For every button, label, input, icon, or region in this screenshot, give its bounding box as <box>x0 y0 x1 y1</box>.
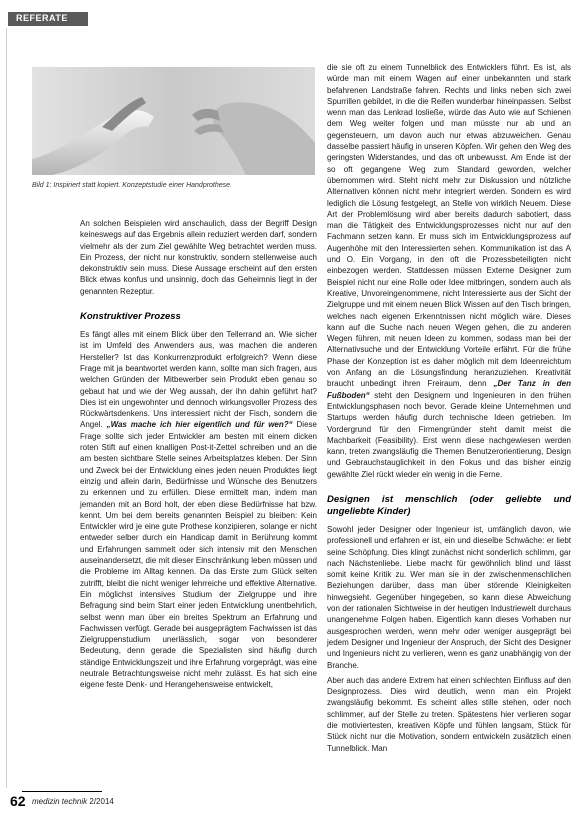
margin-rule <box>6 28 7 788</box>
right-column <box>327 62 571 758</box>
pull-quote: „Der Tanz in den Fußboden“ <box>327 379 571 400</box>
section-heading: Konstruktiver Prozess <box>80 311 181 323</box>
paragraph-text: die sie oft zu einem Tunnelblick des Entwicklers führt. Es ist, als würde man mit einem Wagen auf einer unbekannten und stark befahrenen Landstraße fahren. Rechts und links neben sich zwei Spurrillen gebildet, in die die Reifen wunderbar hineinpassen. Selbst wenn man das Lenkrad losließe, würde das Auto wie auf Schienen dem Weg weiter folgen und man müsste nur ab und an gegensteuern, um davon auch nur etwas abzuweichen. Genau dasselbe passiert häufig in unseren Köpfen. Wir gehen den Weg des geringsten Widerstandes, und das oft unbewusst. Am Ende ist der so oft gegangene Weg zum Standard geworden, welcher übernommen wird. Steht nicht mehr zur Diskussion und nützliche Alternativen können nicht mehr integriert werden. Sondern es wird lediglich die Lösung festgelegt, an Stelle von wirklich Neuem. Diese Art der Problemlösung wird aber bereits dadurch sabotiert, dass man die Tätigkeit des Entwicklungsprozesses nicht nur auf den Fachmann setzen kann. Er muss sich im Entwicklungsprozess auf Augenhöhe mit den Interessierten sehen. Kommunikation ist das A und O. Ein Vorgang, in den oft die Prozessbeteiligten nicht einbezogen werden. Stattdessen müssen Externe Designer zum Beispiel nicht nur eine Rolle oder Idee mitbringen, sondern auch als Kreative, Unvoreingenommene, nicht Interessierte aus der Sicht der Zielgruppe und mit einem neuen Blick Wissen auf den Tisch bringen, welches nach eigenen Erkenntnissen nicht möglich wäre. Dieses kann auf die Suche nach neuen Wegen gehen, die zu anderen Wegen führen, mit neuen Ideen zu kommen, sodass man bei der Alternativsuche und der Entwicklung Vorteile erfährt. Für die frühe Phase der Konzeption ist es daher möglich mit dem Ideenreichtum von Anfang an die Lösungsfindung heranzuziehen. Kreativität braucht unbedingt ihren Freiraum, denn <box>327 63 571 389</box>
paragraph-text: Diese Frage sollte sich jeder Entwickler am besten mit einem dicken roten Stift auf einen knalligen Post-it-Zettel schreiben und an die am besten sichtbare Stelle seines Arbeitsplatzes kleben. Der Sinn und Zweck bei der Entwicklung eines jeden neuen Produktes liegt einzig und allein darin, Bedürfnisse und Wünsche des Benutzers zu erkennen und zu erfüllen. Diese ermittelt man, indem man jemanden mit an Bord holt, der eben diese Bedürfnisse hat bzw. kennt. Um bei dem bereits genannten Beispiel zu bleiben: Kein Entwickler wird je eine gute Prothese konzipieren, solange er nicht entweder selber durch ein Handicap damit in Berührung kommt und Erfahrungen sammelt oder sich intensiv mit den Menschen auseinandersetzt, die mit dieser Einschränkung leben müssen und die Probleme im Alltag kennen. Da das Erste zum Glück selten zutrifft, bleibt die nicht weniger lehrreiche und effektive Alternative. Ein möglichst intensives Studium der Zielgruppe und ihre Befragung sind beim Start einer jeden Entwicklung unentbehrlich, selbst wenn man über ein breites Spektrum an Erfahrung und Fachwissen verfügt. Gerade bei ausgeprägtem Fachwissen ist das Zielgruppenstudium unerlässlich, sogar von besonderer Bedeutung, denn gerade die Spezialisten sind häufig durch ständige Entwicklungszeit und ihre Erfahrung vorgeprägt, was eine neutrale Betrachtungsweise nicht mehr zulässt. Es hat sich eine eigene feste Denk- und Herangehensweise entwickelt, <box>80 420 317 690</box>
issue-number: 2/2014 <box>89 797 114 806</box>
body-paragraph: Sowohl jeder Designer oder Ingenieur ist, umfänglich davon, wie professionell und erfahren er ist, ein und dieselbe Schwäche: er liebt seine Schöpfung. Dies klingt zunächst nicht sonderlich schlimm, gar nach Nächstenliebe. Liebe macht für gewöhnlich blind und lässt somit keine Kritik zu. Wer man sie in der zwischenmenschlichen Beziehungen darüber, dass man über störende Kleinigkeiten hinwegsieht. Gegenüber hingegeben, so kann diese Abweichung von der rationalen Sichtweise in der heutigen Industriewelt durchaus unangenehme Folgen haben. Eigentlich kann dieses Vorhaben nur ausgesprochen werden, wenn mehr oder weniger ausgeprägt bei jedem Designer und Ingenieur der Anspruch, der Sicht des Designer und Ingenieurs nicht zu verlieren, wenn es ganz unabhängig von der Branche. <box>327 524 571 670</box>
body-paragraph <box>327 62 571 480</box>
intro-paragraph: An solchen Beispielen wird anschaulich, dass der Begriff Design keineswegs auf das Ergebnis allein reduziert werden darf, sondern vielmehr als der zum Ziel gewählte Weg betrachtet werden muss. Ein Prozess, der nicht nur konstruktiv, sondern stellenweise auch dekonstruktiv sein muss. Diese Aussage erscheint auf den ersten Blick etwas konfus und unsinnig, doch das Geheimnis liegt in der genannten Rezeptur. <box>80 219 317 296</box>
figure-hand-prosthesis <box>32 67 315 175</box>
page-number: 62 <box>10 793 26 809</box>
footer-rule <box>22 791 102 792</box>
section-heading: Designen ist menschlich (oder geliebte und ungeliebte Kinder) <box>327 493 571 517</box>
figure-caption: Bild 1: Inspiriert statt kopiert. Konzeptstudie einer Handprothese. <box>32 182 232 189</box>
hand-prosthesis-image <box>32 67 315 175</box>
body-paragraph: Aber auch das andere Extrem hat einen schlechten Einfluss auf den Designprozess. Dies wird deutlich, wenn man ein Projekt zwangsläufig bekommt. Es scheint alles stille stehen, oder noch schlimmer, auf der Stelle zu treten. Spätestens hier verlieren sogar die motiviertesten, kreativen Köpfe und fühlen langsam, Stück für Stück nicht nur die Motivation, sondern entwickeln zusätzlich einen Tunnelblick. Man <box>327 675 571 753</box>
paragraph-text: steht den Designern und Ingenieuren in den frühen Entwicklungsphasen noch bevor. Gerade kleine Unternehmen und Startups werden häufig durch technische Ideen getrieben. Im Vordergrund für den Firmengründer steht damit meist die Machbarkeit (Feasibility). Erst wenn diese nachgewiesen werden kann, treten zwangsläufig die Themen Benutzerorientierung, Design und Gebrauchstauglichkeit in den Fokus und das bisher einzig gewählte Ziel rückt wieder ein wenig in die Ferne. <box>327 390 571 479</box>
section-label: REFERATE <box>16 13 68 23</box>
body-paragraph <box>80 329 317 691</box>
paragraph-text: Es fängt alles mit einem Blick über den Tellerrand an. Wie sicher ist im Umfeld des Anwenders aus, was machen die anderen Hersteller? Ist das Konkurrenzprodukt erfolgreich? Wenn diese Frage mit ja beantwortet werden kann, sollte man sich fragen, aus welchen Gründen der Mitbewerber sein Produkt eben genau so gebaut hat und wie der Weg aussah, der ihn dahin geführt hat? Dies ist ein ungewohnter und dennoch wirkungsvoller Prozess des Rückwärtsdenkens. Uns interessiert nicht der Fisch, sondern die Angel. <box>80 330 317 430</box>
left-column <box>80 218 317 695</box>
magazine-title: medizin technik <box>32 797 88 806</box>
pull-quote: „Was mache ich hier eigentlich und für wen?“ <box>106 420 293 430</box>
magazine-name <box>32 797 114 806</box>
